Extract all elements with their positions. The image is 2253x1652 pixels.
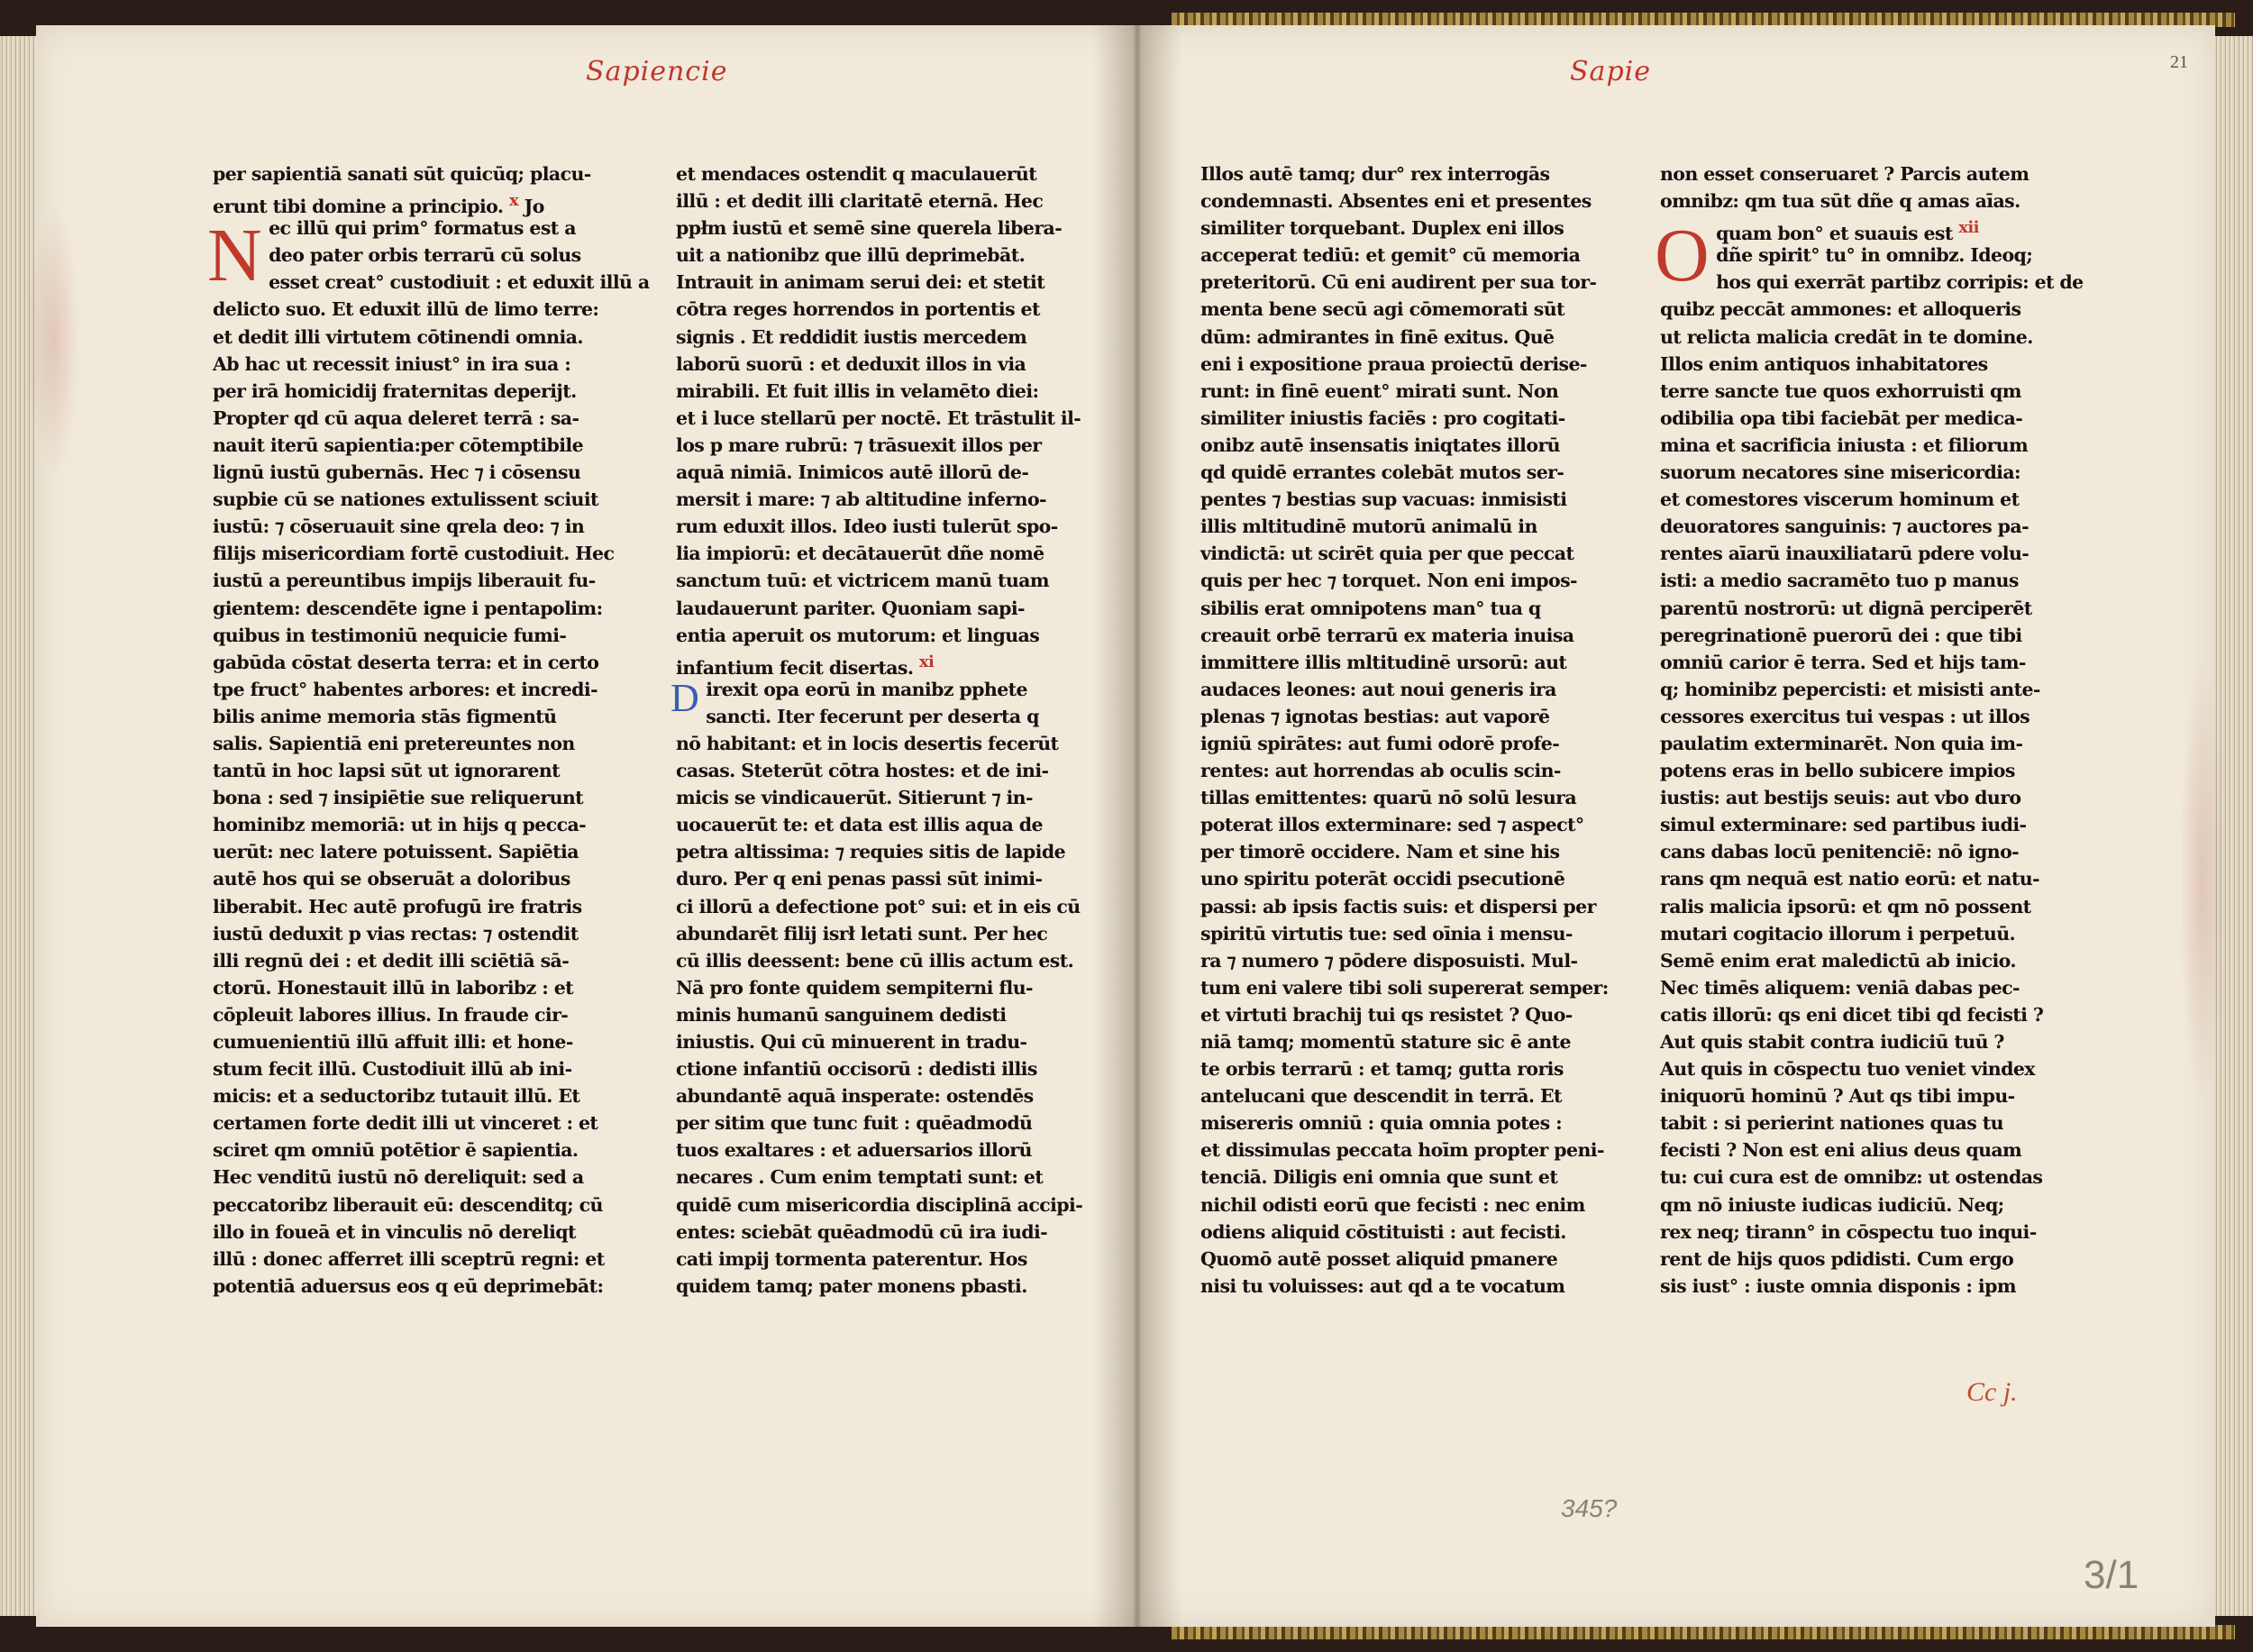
text-line: rans qm nequā est natio eorū: et natu- bbox=[1660, 868, 2039, 890]
text-line: antelucani que descendit in terrā. Et bbox=[1200, 1085, 1562, 1108]
text-line: illi regnū dei : et dedit illi sciētiā sā- bbox=[213, 949, 570, 972]
text-line: laudauerunt pariter. Quoniam sapi- bbox=[676, 597, 1025, 619]
text-line: supbie cū se nationes extulissent sciuit bbox=[213, 488, 598, 511]
text-line: minis humanū sanguinem dedisti bbox=[676, 1003, 1007, 1026]
text-line: abundarēt filij isrł letati sunt. Per hec bbox=[676, 922, 1048, 945]
text-line: uno spiritu poterāt occidi psecutionē bbox=[1200, 868, 1565, 890]
text-line: necares . Cum enim temptati sunt: et bbox=[676, 1166, 1044, 1189]
text-line: sis iust° : iuste omnia disponis : ipm bbox=[1660, 1274, 2016, 1297]
text-line: preteritorū. Cū eni audirent per sua tor- bbox=[1200, 271, 1597, 294]
text-line: cōtra reges horrendos in portentis et bbox=[676, 298, 1040, 321]
red-initial-letter: O bbox=[1655, 214, 1710, 298]
text-line: creauit orbē terrarū ex materia inuisa bbox=[1200, 624, 1574, 646]
text-line: Nā pro fonte quidem sempiterni flu- bbox=[676, 976, 1033, 999]
text-line: omnibz: qm tua sūt dñe q amas aīas. bbox=[1660, 190, 2020, 213]
text-line: plenas ⁊ ignotas bestias: aut vaporē bbox=[1200, 705, 1550, 727]
text-line: Hec venditū iustū nō dereliquit: sed a bbox=[213, 1166, 584, 1189]
text-line: sciret qm omniū potētior ē sapientia. bbox=[213, 1139, 579, 1162]
running-head-right: Sapie bbox=[1570, 56, 1651, 87]
text-line: igniū spirātes: aut fumi odorē profe- bbox=[1200, 732, 1560, 754]
text-line: potentiā aduersus eos q eū deprimebāt: bbox=[213, 1274, 604, 1297]
pencil-note: 3/1 bbox=[2084, 1553, 2139, 1597]
text-line: laborū suorū : et deduxit illos in via bbox=[676, 352, 1026, 375]
text-line: potens eras in bello subicere impios bbox=[1660, 760, 2015, 782]
text-line: omniū carior ē terra. Sed et hijs tam- bbox=[1660, 651, 2026, 673]
text-line: pentes ⁊ bestias sup vacuas: inmisisti bbox=[1200, 488, 1567, 511]
text-line: fecisti ? Non est eni alius deus quam bbox=[1660, 1139, 2022, 1162]
text-line: rum eduxit illos. Ideo iusti tulerūt spo- bbox=[676, 516, 1058, 538]
text-line: simul exterminare: sed partibus iudi- bbox=[1660, 814, 2027, 836]
text-line: ctorū. Honestauit illū in laboribz : et bbox=[213, 976, 574, 999]
text-line: uit a nationibz que illū deprimebāt. bbox=[676, 244, 1026, 267]
text-line: et i luce stellarū per noctē. Et trāstulit il- bbox=[676, 406, 1081, 429]
text-line: ra ⁊ numero ⁊ pōdere disposuisti. Mul- bbox=[1200, 949, 1578, 972]
text-line: tu: cui cura est de omnibz: ut ostendas bbox=[1660, 1166, 2043, 1189]
text-line: cans dabas locū penitenciē: nō igno- bbox=[1660, 841, 2020, 863]
text-line: per irā homicidij fraternitas deperijt. bbox=[213, 379, 577, 402]
text-line: odibilia opa tibi faciebāt per medica- bbox=[1660, 406, 2023, 429]
text-line: cū illis deessent: bene cū illis actum est. bbox=[676, 949, 1074, 972]
text-line: quam bon° et suauis est xii bbox=[1716, 218, 1979, 245]
text-line: misereris omniū : quia omnia potes : bbox=[1200, 1112, 1563, 1135]
text-line: rent de hijs quos pdidisti. Cum ergo bbox=[1660, 1247, 2014, 1270]
text-line: sibilis erat omnipotens man° tua q bbox=[1200, 597, 1541, 619]
text-line: poterat illos exterminare: sed ⁊ aspect° bbox=[1200, 814, 1584, 836]
text-column-1 bbox=[207, 160, 650, 1300]
right-page bbox=[1137, 25, 2215, 1627]
text-line: liberabit. Hec autē profugū ire fratris bbox=[213, 895, 582, 917]
text-line: illo in foueā et in vinculis nō dereliqt bbox=[213, 1220, 576, 1243]
paper-stain bbox=[2179, 656, 2224, 1107]
text-line: Nec timēs aliquem: veniā dabas pec- bbox=[1660, 976, 2020, 999]
text-line: isti: a medio sacramēto tuo p manus bbox=[1660, 570, 2019, 592]
text-line: nō habitant: et in locis desertis fecerūt bbox=[676, 732, 1059, 754]
text-line: qm nō iniuste iudicas iudiciū. Neq; bbox=[1660, 1193, 2004, 1216]
text-line: infantium fecit disertas. xi bbox=[676, 652, 935, 679]
text-line: parentū nostrorū: ut dignā perciperēt bbox=[1660, 597, 2032, 619]
text-line: qd quidē errantes colebāt mutos ser- bbox=[1200, 461, 1564, 484]
text-line: mersit i mare: ⁊ ab altitudine inferno- bbox=[676, 488, 1046, 511]
text-line: iustū deduxit p vias rectas: ⁊ ostendit bbox=[213, 922, 579, 945]
text-line: Propter qd cū aqua deleret terrā : sa- bbox=[213, 406, 579, 429]
text-line: Illos enim antiquos inhabitatores bbox=[1660, 352, 1988, 375]
text-line: ec illū qui prim° formatus est a bbox=[269, 217, 576, 240]
text-line: petra altissima: ⁊ requies sitis de lapide bbox=[676, 841, 1066, 863]
chapter-rubric: xii bbox=[1958, 218, 1979, 238]
text-line: entes: sciebāt quēadmodū cū ira iudi- bbox=[676, 1220, 1048, 1243]
text-line: quidē cum misericordia disciplinā accipi- bbox=[676, 1193, 1083, 1216]
text-line: non esset conseruaret ? Parcis autem bbox=[1660, 163, 2030, 185]
text-line: mina et sacrificia iniusta : et filiorum bbox=[1660, 434, 2029, 456]
text-line: illū : et dedit illi claritatē eternā. Hec bbox=[676, 190, 1044, 213]
text-line: deuoratores sanguinis: ⁊ auctores pa- bbox=[1660, 516, 2029, 538]
text-line: et comestores viscerum hominum et bbox=[1660, 488, 2020, 511]
text-line: eni i expositione praua proiectū derise- bbox=[1200, 352, 1587, 375]
pencil-note: 345? bbox=[1561, 1494, 1618, 1522]
text-line: ralis malicia ipsorū: et qm nō possent bbox=[1660, 895, 2031, 917]
text-line: et virtuti brachij tui qs resistet ? Quo- bbox=[1200, 1003, 1573, 1026]
text-column-3 bbox=[1200, 160, 1609, 1300]
text-line: et dissimulas peccata hoīm propter peni- bbox=[1200, 1139, 1604, 1162]
text-line: peccatoribz liberauit eū: descenditq; cū bbox=[213, 1193, 603, 1216]
text-line: illū : donec afferret illi sceptrū regni: et bbox=[213, 1247, 605, 1270]
text-line: et dedit illi virtutem cōtinendi omnia. bbox=[213, 325, 583, 348]
text-line: los p mare rubrū: ⁊ trāsuexit illos per bbox=[676, 434, 1042, 456]
red-initial-letter: N bbox=[207, 214, 262, 298]
text-line: mutari cogitacio illorum i perpetuū. bbox=[1660, 922, 2016, 945]
text-line: acceperat tediū: et gemit° cū memoria bbox=[1200, 244, 1581, 267]
text-line: similiter iniustis faciēs : pro cogitati- bbox=[1200, 406, 1565, 429]
text-line: ci illorū a defectione pot° sui: et in eis cū bbox=[676, 895, 1081, 917]
text-line: quibus in testimoniū nequicie fumi- bbox=[213, 624, 567, 646]
text-line: iustū a pereuntibus impijs liberauit fu- bbox=[213, 570, 596, 592]
text-line: niā tamq; momentū stature sic ē ante bbox=[1200, 1031, 1571, 1053]
text-line: uerūt: nec latere potuissent. Sapiētia bbox=[213, 841, 579, 863]
text-line: tillas emittentes: quarū nō solū lesura bbox=[1200, 787, 1577, 809]
text-line: hos qui exerrāt partibz corripis: et de bbox=[1716, 271, 2084, 294]
text-line: et mendaces ostendit q maculauerūt bbox=[676, 163, 1037, 185]
text-line: Aut quis stabit contra iudiciū tuū ? bbox=[1660, 1031, 2004, 1053]
text-line: dñe spirit° tu° in omnibz. Ideoq; bbox=[1716, 244, 2033, 267]
text-line: runt: in finē euent° mirati sunt. Non bbox=[1200, 379, 1559, 402]
text-line: lia impiorū: et decātauerūt dñe nomē bbox=[676, 543, 1044, 565]
text-line: dūm: admirantes in finē exitus. Quē bbox=[1200, 325, 1555, 348]
text-line: paulatim exterminarēt. Non quia im- bbox=[1660, 732, 2023, 754]
text-line: cati impij tormenta paterentur. Hos bbox=[676, 1247, 1027, 1270]
text-line: Aut quis in cōspectu tuo veniet vindex bbox=[1660, 1058, 2035, 1081]
text-line: esset creat° custodiuit : et eduxit illū a bbox=[269, 271, 650, 294]
text-line: duro. Per q eni penas passi sūt inimi- bbox=[676, 868, 1043, 890]
text-line: spiritū virtutis tue: sed oīnia i mensu- bbox=[1200, 922, 1573, 945]
text-line: autē hos qui se obseruāt a doloribus bbox=[213, 868, 570, 890]
paper-stain bbox=[27, 205, 81, 476]
blue-initial-letter: D bbox=[670, 675, 699, 720]
text-line: similiter torquebant. Duplex eni illos bbox=[1200, 217, 1564, 240]
text-line: tantū in hoc lapsi sūt ut ignorarent bbox=[213, 760, 561, 782]
text-line: te orbis terrarū : et tamq; gutta roris bbox=[1200, 1058, 1564, 1081]
text-line: filijs misericordiam fortē custodiuit. Hec bbox=[213, 543, 615, 565]
text-line: iustis: aut bestijs seuis: aut vbo duro bbox=[1660, 787, 2021, 809]
text-line: ppłm iustū et semē sine querela libera- bbox=[676, 217, 1063, 240]
text-line: passi: ab ipsis factis suis: et dispersi per bbox=[1200, 895, 1596, 917]
text-line: iniustis. Qui cū minuerent in tradu- bbox=[676, 1031, 1027, 1053]
text-line: per sapientiā sanati sūt quicūq; placu- bbox=[213, 163, 591, 185]
text-line: deo pater orbis terrarū cū solus bbox=[269, 244, 581, 267]
text-line: nauit iterū sapientia:per cōtemptibile bbox=[213, 434, 584, 456]
text-line: sancti. Iter fecerunt per deserta q bbox=[706, 705, 1039, 727]
text-line: cessores exercitus tui vespas : ut illos bbox=[1660, 705, 2030, 727]
text-line: Semē enim erat maledictū ab inicio. bbox=[1660, 949, 2016, 972]
text-line: quidem tamq; pater monens pbasti. bbox=[676, 1274, 1027, 1297]
text-line: vindictā: ut scirēt quia per que peccat bbox=[1200, 543, 1574, 565]
text-line: tum eni valere tibi soli supererat semper: bbox=[1200, 976, 1609, 999]
text-line: aquā nimiā. Inimicos autē illorū de- bbox=[676, 461, 1029, 484]
text-line: Illos autē tamq; dur° rex interrogās bbox=[1200, 163, 1550, 185]
text-line: gabūda cōstat deserta terra: et in certo bbox=[213, 651, 599, 673]
text-line: catis illorū: qs eni dicet tibi qd fecisti ? bbox=[1660, 1003, 2044, 1026]
chapter-rubric: xi bbox=[918, 652, 935, 671]
text-line: bona : sed ⁊ insipiētie sue reliquerunt bbox=[213, 787, 584, 809]
left-page bbox=[36, 25, 1137, 1627]
text-line: tuos exaltares : et aduersarios illorū bbox=[676, 1139, 1032, 1162]
text-line: certamen forte dedit illi ut vinceret : et bbox=[213, 1112, 598, 1135]
text-column-2 bbox=[670, 160, 1083, 1300]
text-line: peregrinationē puerorū dei : que tibi bbox=[1660, 624, 2022, 646]
text-line: condemnasti. Absentes eni et presentes bbox=[1200, 190, 1592, 213]
text-line: erunt tibi domine a principio. x Jo bbox=[213, 191, 544, 217]
signature-mark: Cc j. bbox=[1966, 1377, 2018, 1407]
text-line: signis . Et reddidit iustis mercedem bbox=[676, 325, 1027, 348]
text-line: Ab hac ut recessit iniust° in ira sua : bbox=[213, 352, 571, 375]
text-column-4 bbox=[1655, 160, 2084, 1300]
text-line: micis: et a seductoribz tutauit illū. Et bbox=[213, 1085, 580, 1108]
text-line: uocauerūt te: et data est illis aqua de bbox=[676, 814, 1043, 836]
text-line: irexit opa eorū in manibz pphete bbox=[706, 678, 1027, 700]
text-line: terre sancte tue quos exhorruisti qm bbox=[1660, 379, 2021, 402]
text-line: illis mltitudinē mutorū animalū in bbox=[1200, 516, 1537, 538]
text-line: salis. Sapientiā eni pretereuntes non bbox=[213, 732, 575, 754]
text-line: Quomō autē posset aliquid pmanere bbox=[1200, 1247, 1558, 1270]
text-line: nichil odisti eorū que fecisti : nec enim bbox=[1200, 1193, 1585, 1216]
text-line: abundantē aquā insperate: ostendēs bbox=[676, 1085, 1034, 1108]
text-line: quibz peccāt ammones: et alloqueris bbox=[1660, 298, 2021, 321]
text-line: tpe fruct° habentes arbores: et incredi- bbox=[213, 678, 597, 700]
text-line: per sitim que tunc fuit : quēadmodū bbox=[676, 1112, 1033, 1135]
text-line: odiens aliquid cōstituisti : aut fecisti. bbox=[1200, 1220, 1566, 1243]
text-line: rentes aīarū inauxiliatarū pdere volu- bbox=[1660, 543, 2030, 565]
text-line: ctione infantiū occisorū : dedisti illis bbox=[676, 1058, 1037, 1081]
text-line: delicto suo. Et eduxit illū de limo terre: bbox=[213, 298, 599, 321]
running-head-left: Sapiencie bbox=[586, 56, 728, 87]
text-line: tabit : si perierint nationes quas tu bbox=[1660, 1112, 2003, 1135]
text-line: quis per hec ⁊ torquet. Non eni impos- bbox=[1200, 570, 1577, 592]
text-line: menta bene secū agi cōmemorati sūt bbox=[1200, 298, 1564, 321]
text-line: cumuenientiū illū affuit illi: et hone- bbox=[213, 1031, 573, 1053]
text-line: immittere illis mltitudinē ursorū: aut bbox=[1200, 651, 1567, 673]
text-line: per timorē occidere. Nam et sine his bbox=[1200, 841, 1560, 863]
text-line: tenciā. Diligis eni omnia que sunt et bbox=[1200, 1166, 1558, 1189]
text-line: iustū: ⁊ cōseruauit sine qrela deo: ⁊ in bbox=[213, 516, 585, 538]
text-line: stum fecit illū. Custodiuit illū ab ini- bbox=[213, 1058, 572, 1081]
text-line: iniquorū hominū ? Aut qs tibi impu- bbox=[1660, 1085, 2015, 1108]
text-line: ut relicta malicia credāt in te domine. bbox=[1660, 325, 2033, 348]
text-line: rentes: aut horrendas ab oculis scin- bbox=[1200, 760, 1561, 782]
text-line: Intrauit in animam serui dei: et stetit bbox=[676, 271, 1045, 294]
text-line: lignū iustū gubernās. Hec ⁊ i cōsensu bbox=[213, 461, 581, 484]
text-line: entia aperuit os mutorum: et linguas bbox=[676, 624, 1040, 646]
text-line: bilis anime memoria stās figmentū bbox=[213, 705, 557, 727]
text-line: sanctum tuū: et victricem manū tuam bbox=[676, 570, 1049, 592]
text-line: cōpleuit labores illius. In fraude cir- bbox=[213, 1003, 569, 1026]
text-line: mirabili. Et fuit illis in velamēto diei: bbox=[676, 379, 1039, 402]
text-line: nisi tu voluisses: aut qd a te vocatum bbox=[1200, 1274, 1565, 1297]
text-line: gientem: descendēte igne i pentapolim: bbox=[213, 597, 603, 619]
gilt-border-bottom bbox=[1172, 1625, 2235, 1639]
text-line: casas. Steterūt cōtra hostes: et de ini- bbox=[676, 760, 1049, 782]
folio-number: 21 bbox=[2170, 52, 2188, 72]
text-line: hominibz memoriā: ut in hijs q pecca- bbox=[213, 814, 587, 836]
chapter-rubric: x bbox=[508, 191, 519, 211]
text-line: onibz autē insensatis iniqtates illorū bbox=[1200, 434, 1560, 456]
text-line: rex neq; tirann° in cōspectu tuo inqui- bbox=[1660, 1220, 2037, 1243]
text-line: micis se vindicauerūt. Sitierunt ⁊ in- bbox=[676, 787, 1033, 809]
text-line: q; hominibz pepercisti: et misisti ante- bbox=[1660, 678, 2040, 700]
text-line: suorum necatores sine misericordia: bbox=[1660, 461, 2021, 484]
text-line: audaces leones: aut noui generis ira bbox=[1200, 678, 1556, 700]
